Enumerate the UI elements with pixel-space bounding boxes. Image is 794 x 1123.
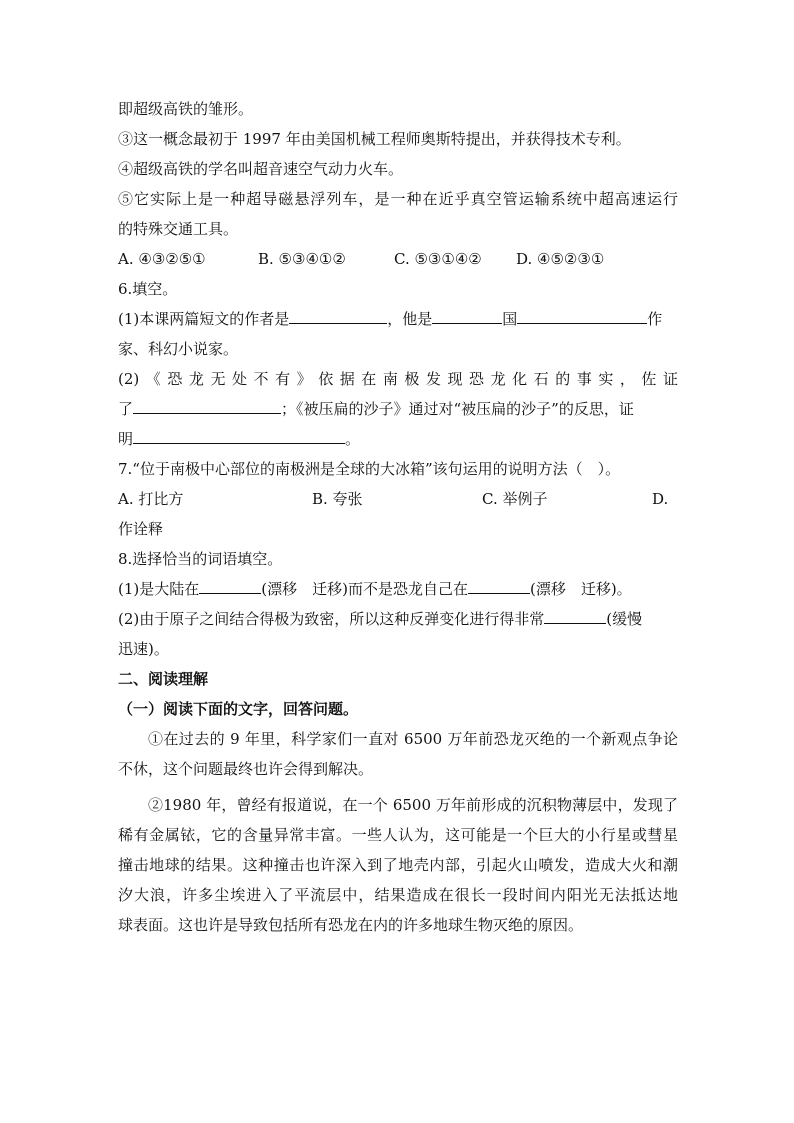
subsection-title: （一）阅读下面的文字，回答问题。 xyxy=(118,700,359,718)
q8-item-2 xyxy=(118,604,678,634)
passage-line: ②1980 年，曾经有报道说，在一个 6500 万年前形成的沉积物薄层中，发现了 xyxy=(148,796,678,814)
answer-blank[interactable] xyxy=(133,395,281,414)
section-title: 二、阅读理解 xyxy=(118,670,209,688)
option-c: C. ⑤③①④② xyxy=(394,250,482,268)
option-b: B. 夸张 xyxy=(312,490,363,508)
q5-options xyxy=(118,244,678,274)
option-d: D. xyxy=(652,490,669,508)
text-line: 家、科幻小说家。 xyxy=(118,340,239,358)
answer-blank[interactable] xyxy=(133,425,345,444)
q8-text: (缓慢 xyxy=(606,610,643,628)
passage-line: 球表面。这也许是导致包括所有恐龙在内的许多地球生物灭绝的原因。 xyxy=(118,916,584,934)
text-line: ⑤它实际上是一种超导磁悬浮列车，是一种在近乎真空管运输系统中超高速运行 xyxy=(118,190,678,208)
q6-item-2-end xyxy=(118,424,678,454)
q8-text: (2)由于原子之间结合得极为致密，所以这种反弹变化进行得非常 xyxy=(118,610,545,628)
option-c: C. 举例子 xyxy=(482,490,548,508)
q6-text: (1)本课两篇短文的作者是 xyxy=(118,310,290,328)
answer-blank[interactable] xyxy=(432,305,502,324)
passage-line: 不休，这个问题最终也许会得到解决。 xyxy=(118,760,374,778)
text-line: ④超级高铁的学名叫超音速空气动力火车。 xyxy=(118,160,404,178)
q6-text: 。 xyxy=(345,430,361,448)
q6-text: ，他是 xyxy=(387,310,433,328)
q6-item-2: (2)《恐龙无处不有》依据在南极发现恐龙化石的事实，佐证 xyxy=(118,370,678,388)
q6-text: 作 xyxy=(647,310,663,328)
q6-text: 国 xyxy=(502,310,518,328)
q7-options xyxy=(118,484,678,514)
question-title: 8.选择恰当的词语填空。 xyxy=(118,550,283,568)
option-a: A. 打比方 xyxy=(118,490,184,508)
q6-item-2-cont xyxy=(118,394,678,424)
passage-line: 撞击地球的结果。这种撞击也许深入到了地壳内部，引起火山喷发，造成大火和潮 xyxy=(118,856,678,874)
q8-text: (1)是大陆在 xyxy=(118,580,200,598)
q6-text: ；《被压扁的沙子》通过对“被压扁的沙子”的反思，证 xyxy=(281,400,634,418)
text-line: 即超级高铁的雏形。 xyxy=(118,100,254,118)
q6-text: 了 xyxy=(118,400,134,418)
option-d: D. ④⑤②③① xyxy=(516,250,605,268)
answer-blank[interactable] xyxy=(289,305,387,324)
answer-blank[interactable] xyxy=(468,575,530,594)
question-title: 7.“位于南极中心部位的南极洲是全球的大冰箱”该句运用的说明方法（ ）。 xyxy=(118,460,621,478)
option-b: B. ⑤③④①② xyxy=(258,250,346,268)
question-title: 6.填空。 xyxy=(118,280,178,298)
passage-line: 稀有金属铱，它的含量异常丰富。一些人认为，这可能是一个巨大的小行星或彗星 xyxy=(118,826,678,844)
answer-blank[interactable] xyxy=(199,575,261,594)
q8-text: (漂移 迁移)。 xyxy=(529,580,632,598)
text-line: 的特殊交通工具。 xyxy=(118,220,239,238)
answer-blank[interactable] xyxy=(517,305,647,324)
passage-line: ①在过去的 9 年里，科学家们一直对 6500 万年前恐龙灭绝的一个新观点争论 xyxy=(148,730,678,748)
option-d-text: 作诠释 xyxy=(118,520,164,538)
option-a: A. ④③②⑤① xyxy=(118,250,206,268)
q8-item-1 xyxy=(118,574,678,604)
q8-text: (漂移 迁移)而不是恐龙自己在 xyxy=(261,580,468,598)
q6-text: 明 xyxy=(118,430,134,448)
answer-blank[interactable] xyxy=(544,605,606,624)
text-line: 迅速)。 xyxy=(118,640,169,658)
document-page xyxy=(118,94,678,940)
q6-item-1 xyxy=(118,304,678,334)
passage-line: 汐大浪，许多尘埃进入了平流层中，结果造成在很长一段时间内阳光无法抵达地 xyxy=(118,886,678,904)
text-line: ③这一概念最初于 1997 年由美国机械工程师奥斯特提出，并获得技术专利。 xyxy=(118,130,631,148)
